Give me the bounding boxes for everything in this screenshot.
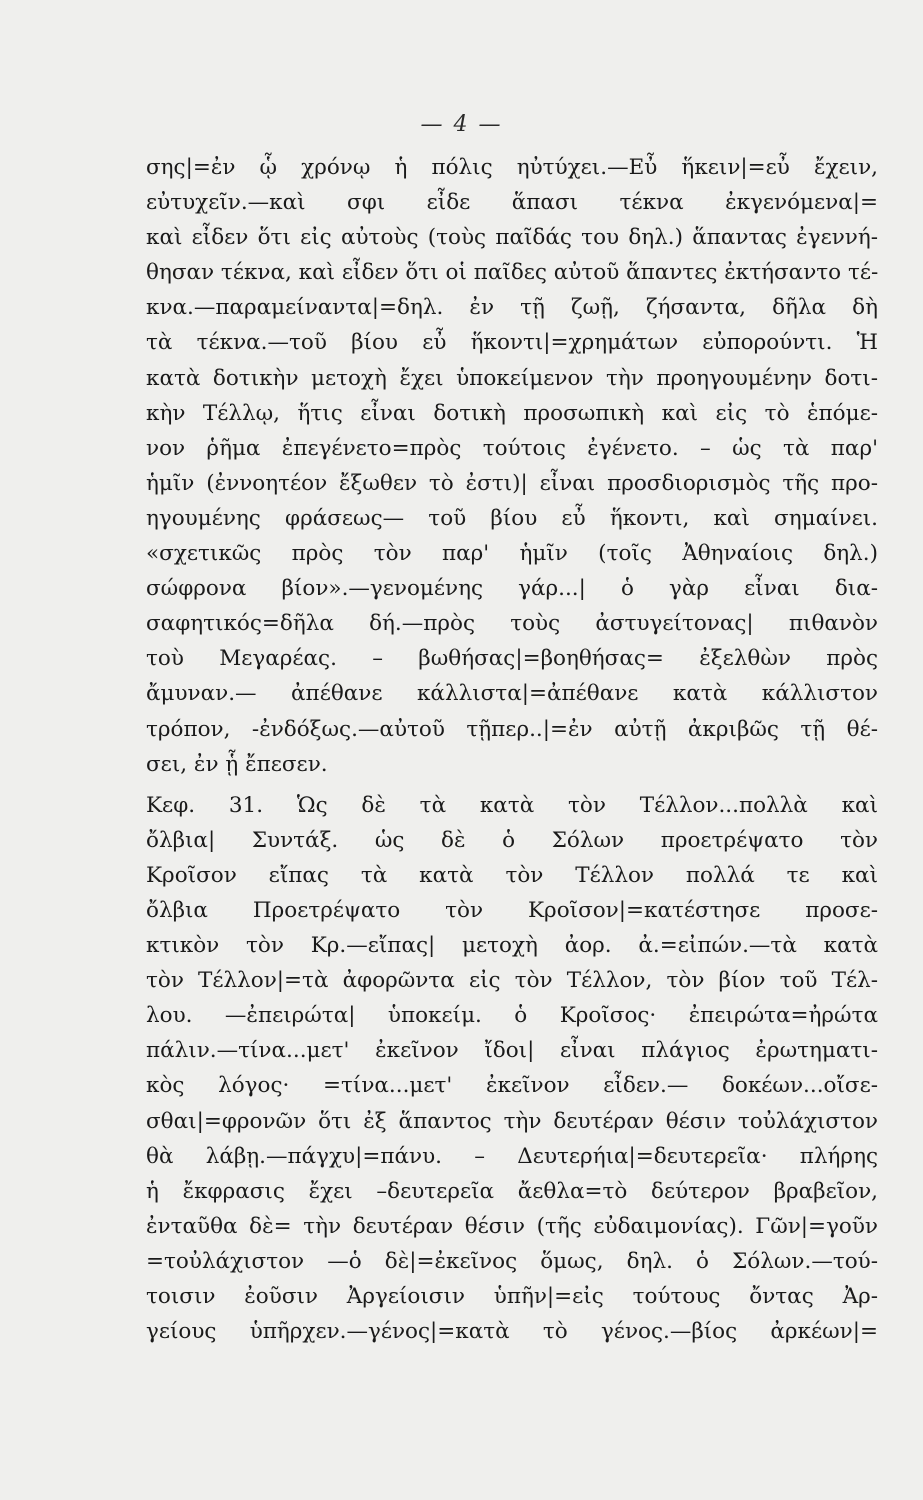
text-line: θὰ λάβῃ.—πάγχυ|=πάνυ. – Δευτερήια|=δευτερεῖα· πλήρης <box>146 1143 878 1169</box>
text-line: τὰ τέκνα.—τοῦ βίου εὖ ἥκοντι|=χρημάτων εὐπορούντι. Ἡ <box>146 330 878 356</box>
text-line: πάλιν.—τίνα...μετ' ἐκεῖνον ἴδοι| εἶναι πλάγιος ἐρωτηματι- <box>146 1038 878 1064</box>
text-line: σθαι|=φρονῶν ὅτι ἐξ ἅπαντος τὴν δευτέραν θέσιν τοὐλάχιστον <box>146 1108 878 1134</box>
text-line: σώφρονα βίον».—γενομένης γάρ...| ὁ γὰρ εἶναι δια- <box>146 576 878 602</box>
text-line: κὴν Τέλλῳ, ἥτις εἶναι δοτικὴ προσωπικὴ καὶ εἰς τὸ ἑπόμε- <box>146 400 878 426</box>
text-line: ηγουμένης φράσεως— τοῦ βίου εὖ ἥκοντι, καὶ σημαίνει. <box>146 505 878 531</box>
text-line: κτικὸν τὸν Κρ.—εἴπας| μετοχὴ ἀορ. ἀ.=εἰπών.—τὰ κατὰ <box>146 933 878 959</box>
text-line: =τοὐλάχιστον —ὁ δὲ|=ἐκεῖνος ὅμως, δηλ. ὁ Σόλων.—τού- <box>146 1248 878 1274</box>
text-line: ἡ ἔκφρασις ἔχει –δευτερεῖα ἄεθλα=τὸ δεύτερον βραβεῖον, <box>146 1178 878 1204</box>
text-line: κατὰ δοτικὴν μετοχὴ ἔχει ὑποκείμενον τὴν προηγουμένην δοτι- <box>146 365 878 391</box>
text-line: ἡμῖν (ἐννοητέον ἔξωθεν τὸ ἐστι)| εἶναι προσδιορισμὸς τῆς προ- <box>146 470 878 496</box>
text-line: εὐτυχεῖν.—καὶ σφι εἶδε ἅπασι τέκνα ἐκγενόμενα|= <box>146 190 878 216</box>
text-line: θησαν τέκνα, καὶ εἶδεν ὅτι οἱ παῖδες αὐτοῦ ἅπαντες ἐκτήσαντο τέ- <box>146 260 878 286</box>
text-line: σαφητικός=δῆλα δή.—πρὸς τοὺς ἀστυγείτονας| πιθανὸν <box>146 611 878 637</box>
text-line: νον ῥῆμα ἐπεγένετο=πρὸς τούτοις ἐγένετο. – ὡς τὰ παρ' <box>146 435 878 461</box>
text-line: ἄμυναν.— ἀπέθανε κάλλιστα|=ἀπέθανε κατὰ κάλλιστον <box>146 681 878 707</box>
text-line: τρόπον, -ἐνδόξως.—αὐτοῦ τῇπερ..|=ἐν αὐτῇ ἀκριβῶς τῇ θέ- <box>146 716 878 742</box>
text-line: «σχετικῶς πρὸς τὸν παρ' ἡμῖν (τοῖς Ἀθηναίοις δηλ.) <box>146 541 878 567</box>
text-line: Κροῖσον εἴπας τὰ κατὰ τὸν Τέλλον πολλά τε καὶ <box>146 862 878 888</box>
text-line: τοισιν ἐοῦσιν Ἀργείοισιν ὑπῆν|=εἰς τούτους ὄντας Ἀρ- <box>146 1284 878 1309</box>
text-line: τοὺ Μεγαρέας. – βωθήσας|=βοηθήσας= ἐξελθὼν πρὸς <box>146 646 878 672</box>
commentary-text <box>146 150 878 1349</box>
chapter-heading-line: Κεφ. 31. Ὡς δὲ τὰ κατὰ τὸν Τέλλον...πολλὰ καὶ <box>146 792 878 818</box>
text-line: κνα.—παραμείναντα|=δηλ. ἐν τῇ ζωῇ, ζήσαντα, δῆλα δὴ <box>146 295 878 321</box>
text-line: ὄλβια| Συντάξ. ὡς δὲ ὁ Σόλων προετρέψατο τὸν <box>146 827 878 853</box>
text-line: σει, ἐν ᾗ ἔπεσεν. <box>146 751 328 777</box>
text-line: σης|=ἐν ᾧ χρόνῳ ἡ πόλις ηὐτύχει.—Εὖ ἥκειν|=εὖ ἔχειν, <box>146 155 878 180</box>
text-line: κὸς λόγος· =τίνα...μετ' ἐκεῖνον εἶδεν.— δοκέων...οἴσε- <box>146 1073 878 1099</box>
text-line: ἐνταῦθα δὲ= τὴν δευτέραν θέσιν (τῆς εὐδαιμονίας). Γῶν|=γοῦν <box>146 1213 878 1239</box>
text-line: λου. —ἐπειρώτα| ὑποκείμ. ὁ Κροῖσος· ἐπειρώτα=ἠρώτα <box>146 1003 878 1029</box>
text-line: καὶ εἶδεν ὅτι εἰς αὐτοὺς (τοὺς παῖδάς του δηλ.) ἅπαντας ἐγεννή- <box>146 225 878 251</box>
text-line: ὄλβια Προετρέψατο τὸν Κροῖσον|=κατέστησε προσε- <box>146 897 878 923</box>
page-number: — 4 — <box>420 112 503 137</box>
text-line: γείους ὑπῆρχεν.—γένος|=κατὰ τὸ γένος.—βίος ἀρκέων|= <box>146 1319 878 1345</box>
text-line: τὸν Τέλλον|=τὰ ἀφορῶντα εἰς τὸν Τέλλον, τὸν βίον τοῦ Τέλ- <box>146 968 878 994</box>
